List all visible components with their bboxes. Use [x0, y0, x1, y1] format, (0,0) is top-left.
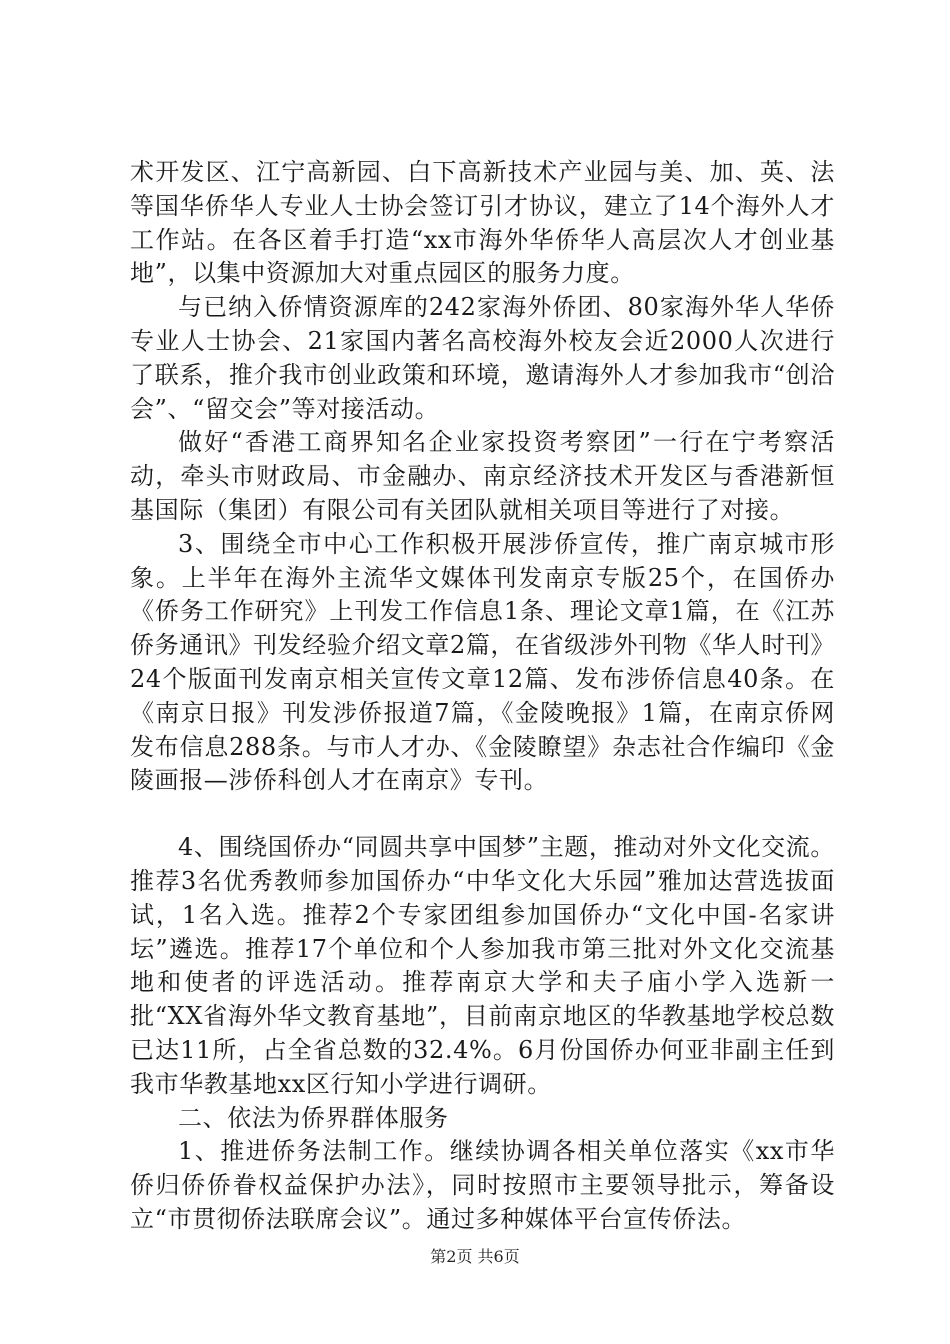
paragraph-overseas-contacts: 与已纳入侨情资源库的242家海外侨团、80家海外华人华侨专业人士协会、21家国内著名高校海外校友会近2000人次进行了联系，推介我市创业政策和环境，邀请海外人才参加我市“创洽会”、“留交会”等对接活动。 [130, 293, 835, 423]
paragraph-cultural-exchange: 4、围绕国侨办“同圆共享中国梦”主题，推动对外文化交流。推荐3名优秀教师参加国侨办“中华文化大乐园”雅加达营选拔面试，1名入选。推荐2个专家团组参加国侨办“文化中国-名家讲坛”遴选。推荐17个单位和个人参加我市第三批对外文化交流基地和使者的评选活动。推荐南京大学和夫子庙小学入选新一批“XX省海外华文教育基地”，目前南京地区的华教基地学校总数已达11所，占全省总数的32.4%。6月份国侨办何亚非副主任到我市华教基地xx区行知小学进行调研。 [130, 833, 835, 1098]
paragraph-publicity: 3、围绕全市中心工作积极开展涉侨宣传，推广南京城市形象。上半年在海外主流华文媒体刊发南京专版25个，在国侨办《侨务工作研究》上刊发工作信息1条、理论文章1篇，在《江苏侨务通讯》刊发经验介绍文章2篇，在省级涉外刊物《华人时刊》24个版面刊发南京相关宣传文章12篇、发布涉侨信息40条。在《南京日报》刊发涉侨报道7篇，《金陵晚报》1篇，在南京侨网发布信息288条。与市人才办、《金陵瞭望》杂志社合作编印《金陵画报—涉侨科创人才在南京》专刊。 [130, 529, 835, 795]
document-body [130, 156, 835, 1237]
page-number-footer: 第2页 共6页 [430, 1247, 520, 1266]
section-heading: 二、依法为侨界群体服务 [178, 1103, 449, 1132]
paragraph-hk-delegation: 做好“香港工商界知名企业家投资考察团”一行在宁考察活动，牵头市财政局、市金融办、南京经济技术开发区与香港新恒基国际（集团）有限公司有关团队就相关项目等进行了对接。 [130, 428, 835, 524]
paragraph-continuation: 术开发区、江宁高新园、白下高新技术产业园与美、加、英、法等国华侨华人专业人士协会签订引才协议，建立了14个海外人才工作站。在各区着手打造“xx市海外华侨华人高层次人才创业基地”，以集中资源加大对重点园区的服务力度。 [130, 158, 835, 288]
paragraph-legal-work: 1、推进侨务法制工作。继续协调各相关单位落实《xx市华侨归侨侨眷权益保护办法》，同时按照市主要领导批示，筹备设立“市贯彻侨法联席会议”。通过多种媒体平台宣传侨法。 [130, 1137, 835, 1233]
